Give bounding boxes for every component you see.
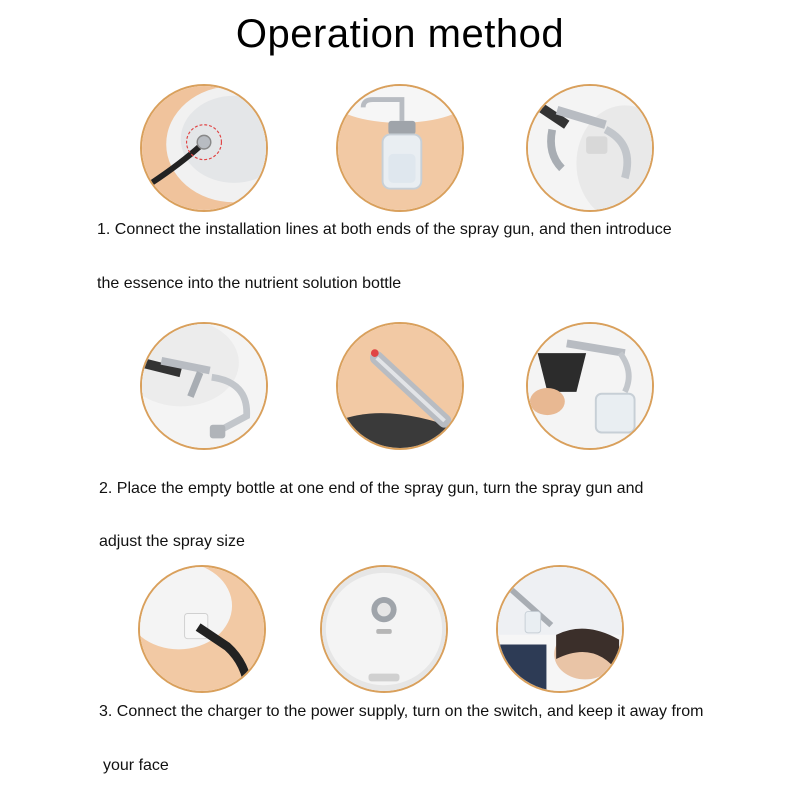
face-spraying-photo [496,565,624,693]
step-1-line-1: 1. Connect the installation lines at both ends of the spray gun, and then introduce [97,221,672,238]
power-switch-photo [320,565,448,693]
hose-connector-photo [140,84,268,212]
nutrient-bottle-photo [336,84,464,212]
step-1-line-2: the essence into the nutrient solution bottle [97,275,402,292]
page-title: Operation method [235,12,565,56]
step-2-line-2: adjust the spray size [99,533,245,550]
spray-gun-bottle-photo [526,322,654,450]
step-3-line-2: your face [103,757,169,774]
spray-gun-holder-photo [140,322,268,450]
step-2-line-1: 2. Place the empty bottle at one end of the spray gun, turn the spray gun and [99,480,644,497]
spray-gun-mount-photo [526,84,654,212]
step-3-line-1: 3. Connect the charger to the power supply, turn on the switch, and keep it away from [99,703,704,720]
charger-plug-photo [138,565,266,693]
spray-nozzle-photo [336,322,464,450]
